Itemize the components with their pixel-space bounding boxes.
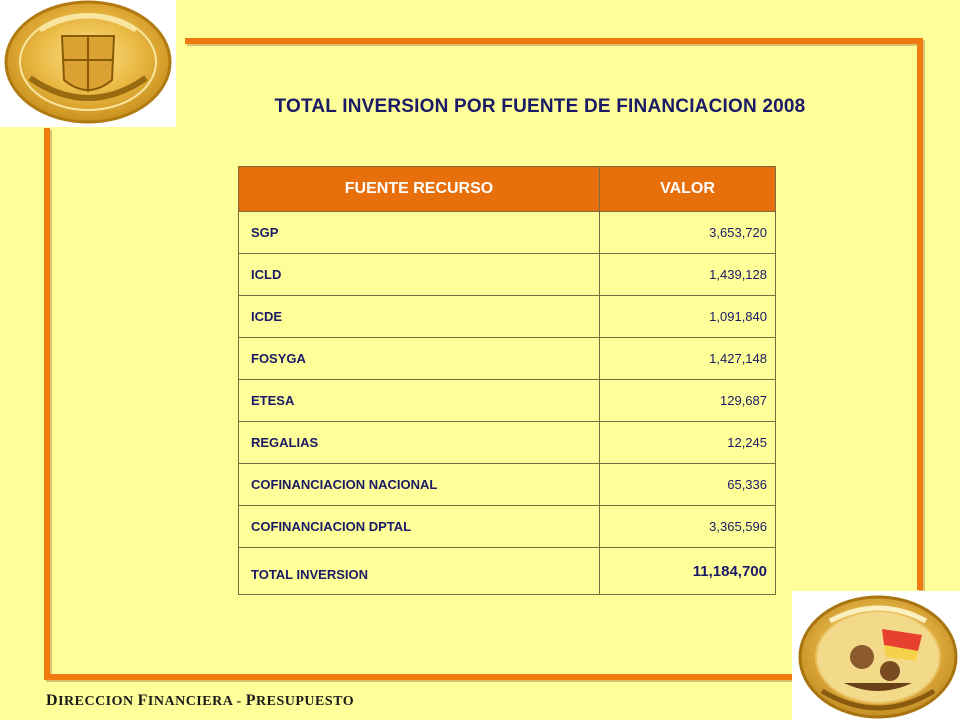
frame-right-bar [917, 38, 923, 590]
table-row [239, 212, 776, 254]
seal-icon [792, 591, 960, 720]
page-title: TOTAL INVERSION POR FUENTE DE FINANCIACION 2008 [274, 96, 806, 117]
frame-bottom-bar [44, 674, 792, 680]
table-row [239, 506, 776, 548]
total-row [239, 548, 776, 595]
table-row [239, 380, 776, 422]
valor-cell: 1,427,148 [600, 338, 776, 380]
table-header-row [239, 167, 776, 212]
valor-cell: 65,336 [600, 464, 776, 506]
header-valor: VALOR [600, 167, 776, 212]
table-row [239, 464, 776, 506]
seal-icon [0, 0, 176, 127]
total-value: 11,184,700 [600, 548, 776, 595]
fuente-cell: COFINANCIACION NACIONAL [239, 464, 600, 506]
san-martin-logo-top-left [0, 0, 176, 127]
table-row [239, 338, 776, 380]
fuente-cell: ICDE [239, 296, 600, 338]
fuente-cell: REGALIAS [239, 422, 600, 464]
valor-cell: 129,687 [600, 380, 776, 422]
fuente-cell: SGP [239, 212, 600, 254]
fuente-cell: ETESA [239, 380, 600, 422]
valor-cell: 12,245 [600, 422, 776, 464]
table-row [239, 422, 776, 464]
valor-cell: 3,653,720 [600, 212, 776, 254]
funding-table [238, 166, 776, 595]
fuente-cell: FOSYGA [239, 338, 600, 380]
valor-cell: 3,365,596 [600, 506, 776, 548]
frame-top-bar [185, 38, 923, 44]
header-fuente-recurso: FUENTE RECURSO [239, 167, 600, 212]
table-row [239, 254, 776, 296]
fuente-cell: ICLD [239, 254, 600, 296]
total-label: TOTAL INVERSION [239, 548, 600, 595]
table-row [239, 296, 776, 338]
footer-department: DIRECCION FINANCIERA - PRESUPUESTO [46, 692, 355, 709]
frame-left-bar [44, 128, 50, 680]
fuente-cell: COFINANCIACION DPTAL [239, 506, 600, 548]
san-martin-logo-bottom-right [792, 591, 960, 720]
valor-cell: 1,439,128 [600, 254, 776, 296]
valor-cell: 1,091,840 [600, 296, 776, 338]
